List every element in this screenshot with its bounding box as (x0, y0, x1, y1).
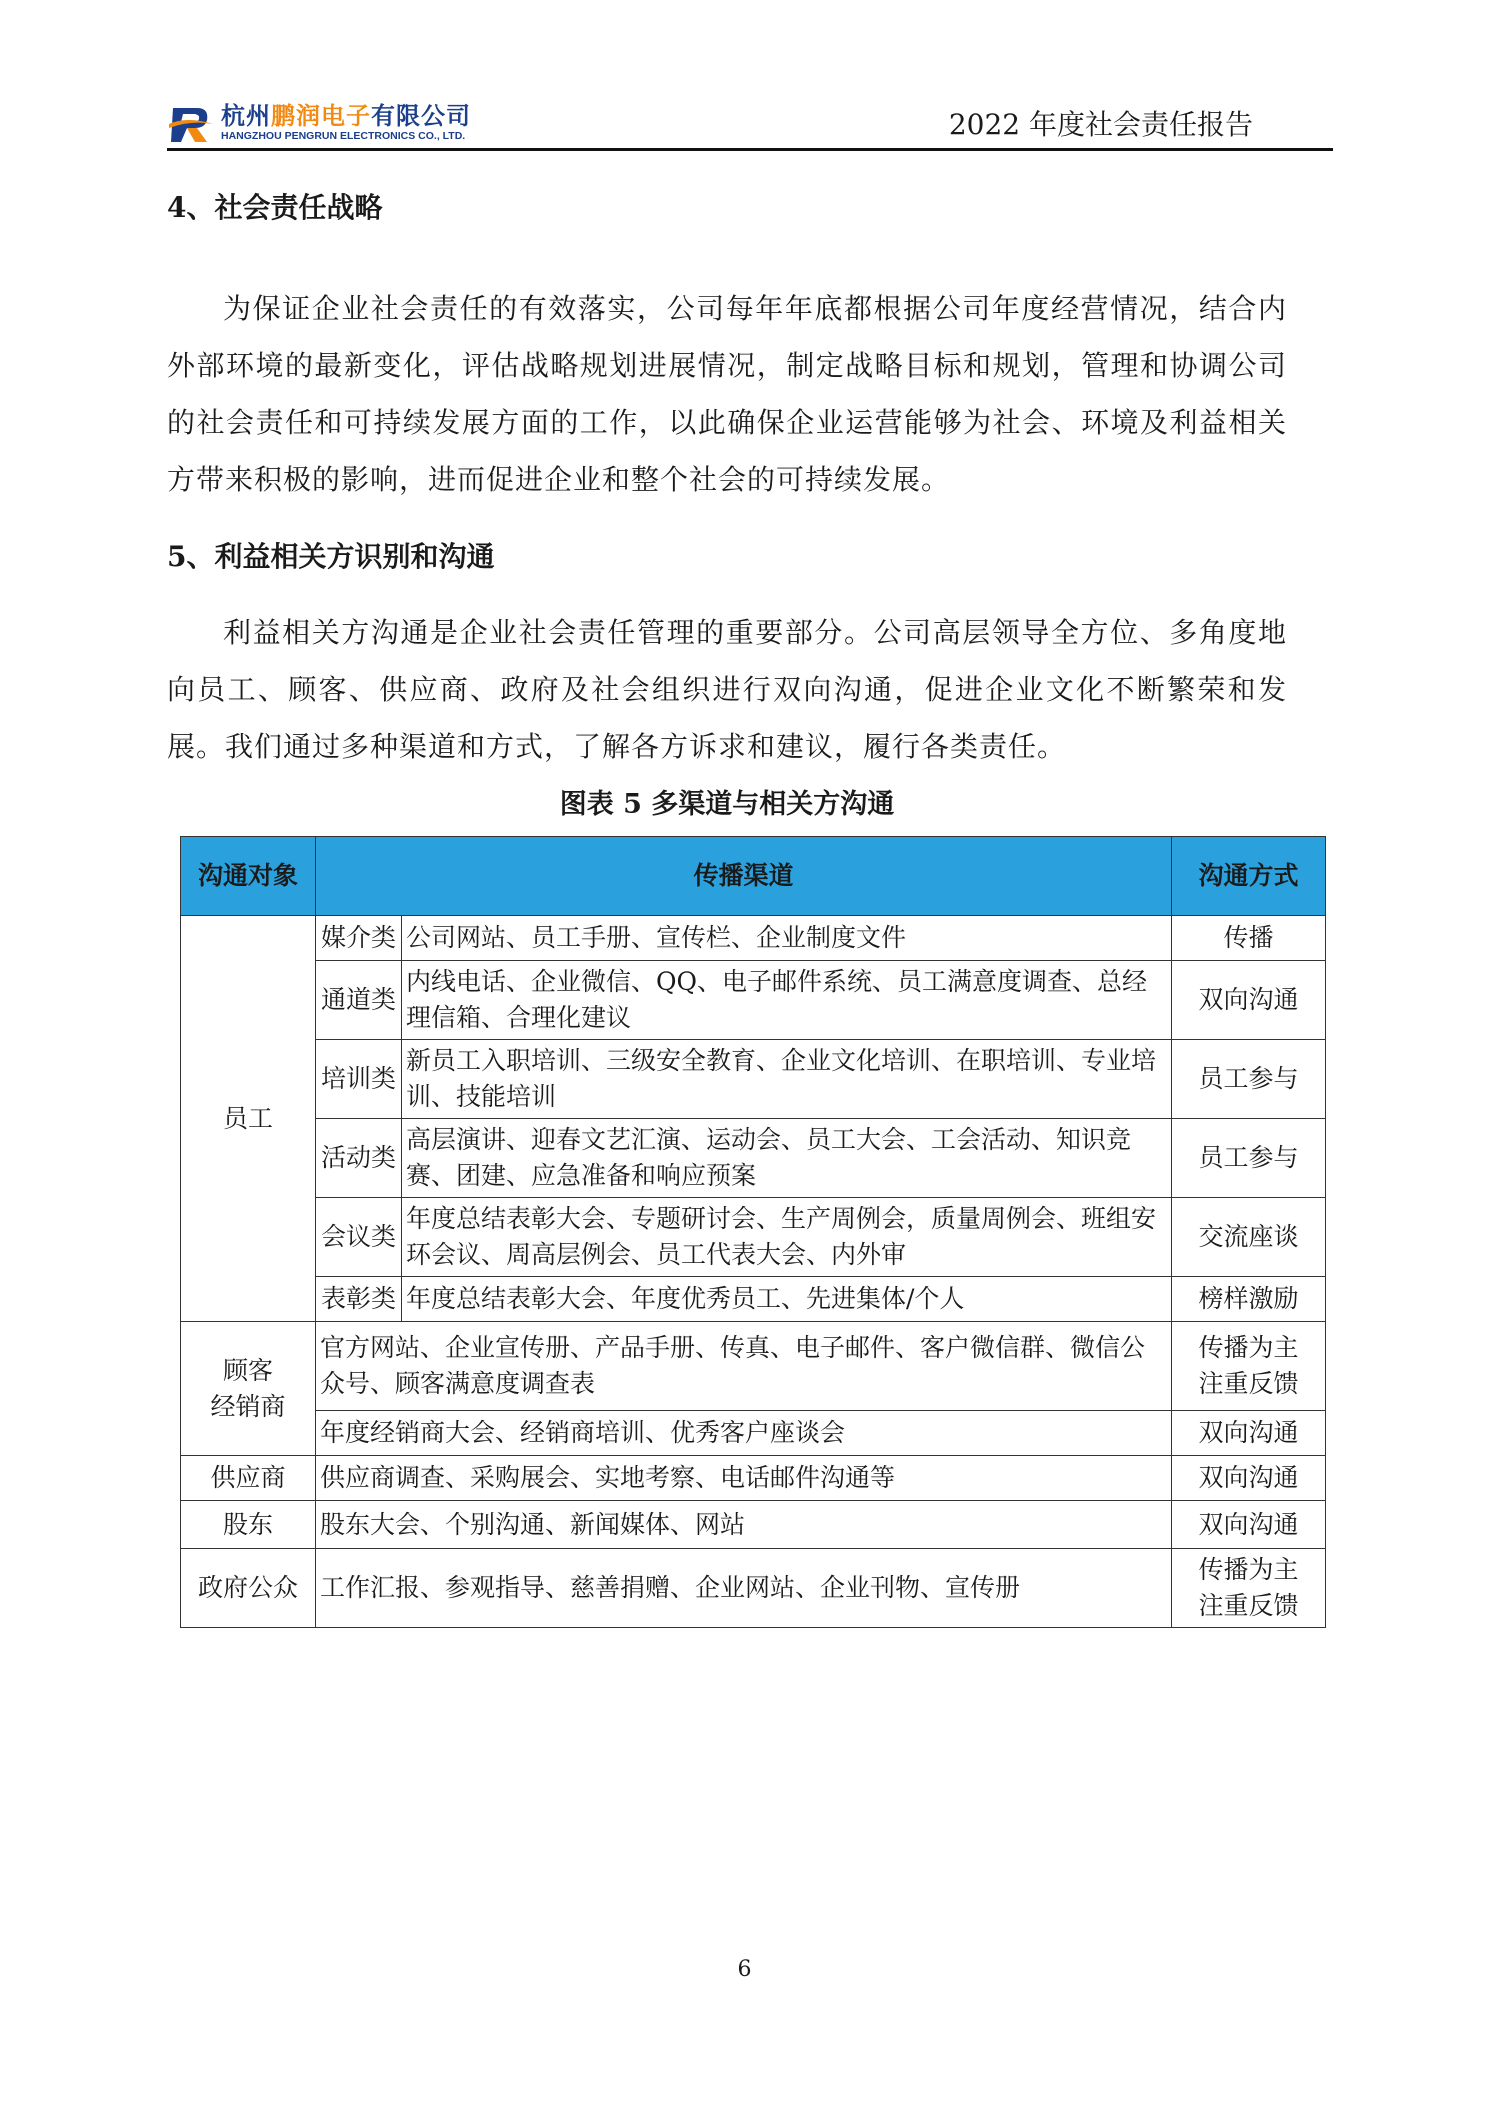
channel-cell: 内线电话、企业微信、QQ、电子邮件系统、员工满意度调查、总经理信箱、合理化建议 (402, 961, 1172, 1040)
table-row (181, 1501, 1326, 1549)
method-cell (1172, 1549, 1326, 1628)
category-cell: 通道类 (316, 961, 402, 1040)
report-title: 2022 年度社会责任报告 (948, 108, 1253, 141)
section-5-paragraph: 利益相关方沟通是企业社会责任管理的重要部分。公司高层领导全方位、多角度地向员工、顾客、供应商、政府及社会组织进行双向沟通，促进企业文化不断繁荣和发展。我们通过多种渠道和方式，了解各方诉求和建议，履行各类责任。 (167, 616, 1287, 763)
channel-cell: 年度总结表彰大会、年度优秀员工、先进集体/个人 (402, 1277, 1172, 1322)
method-cell: 员工参与 (1172, 1119, 1326, 1198)
company-name-part2: 鹏润电子 (271, 102, 371, 130)
channel-cell: 供应商调查、采购展会、实地考察、电话邮件沟通等 (316, 1456, 1172, 1501)
method-cell: 双向沟通 (1172, 1501, 1326, 1549)
category-cell: 会议类 (316, 1198, 402, 1277)
channel-cell: 官方网站、企业宣传册、产品手册、传真、电子邮件、客户微信群、微信公众号、顾客满意度调查表 (316, 1322, 1172, 1411)
table-row (181, 961, 1326, 1040)
company-name-en: HANGZHOU PENGRUN ELECTRONICS CO., LTD. (221, 130, 466, 142)
section-5-heading: 5、利益相关方识别和沟通 (167, 540, 495, 573)
category-cell: 表彰类 (316, 1277, 402, 1322)
table-header-row (181, 837, 1326, 916)
header-divider (167, 148, 1333, 151)
table-row (181, 1322, 1326, 1411)
table-row (181, 1549, 1326, 1628)
target-government: 政府公众 (181, 1549, 316, 1628)
table-row (181, 1411, 1326, 1456)
company-name-cn (221, 102, 471, 130)
page-header (167, 96, 1333, 148)
page-content (167, 188, 1287, 825)
method-cell: 员工参与 (1172, 1040, 1326, 1119)
target-supplier: 供应商 (181, 1456, 316, 1501)
company-name-part3: 有限公司 (371, 102, 471, 130)
method-cell: 榜样激励 (1172, 1277, 1326, 1322)
channel-cell: 年度总结表彰大会、专题研讨会、生产周例会，质量周例会、班组安环会议、周高层例会、员工代表大会、内外审 (402, 1198, 1172, 1277)
method-cell: 双向沟通 (1172, 1456, 1326, 1501)
target-customer-line1: 顾客 (222, 1355, 273, 1385)
target-employee: 员工 (181, 916, 316, 1322)
method-cell: 传播 (1172, 916, 1326, 961)
target-customer-line2: 经销商 (210, 1391, 286, 1421)
category-cell: 培训类 (316, 1040, 402, 1119)
header-channel: 传播渠道 (316, 837, 1172, 916)
category-cell: 媒介类 (316, 916, 402, 961)
method-cell: 双向沟通 (1172, 961, 1326, 1040)
table-row (181, 1198, 1326, 1277)
method-line2: 注重反馈 (1198, 1369, 1299, 1398)
method-line1: 传播为主 (1198, 1555, 1299, 1584)
target-shareholder: 股东 (181, 1501, 316, 1549)
table-row (181, 1040, 1326, 1119)
page-number: 6 (737, 1957, 752, 1982)
company-logo (167, 96, 471, 148)
method-line1: 传播为主 (1198, 1333, 1299, 1362)
channel-cell: 工作汇报、参观指导、慈善捐赠、企业网站、企业刊物、宣传册 (316, 1549, 1172, 1628)
method-cell: 双向沟通 (1172, 1411, 1326, 1456)
table-caption: 图表 5 多渠道与相关方沟通 (559, 789, 895, 820)
table-row (181, 1277, 1326, 1322)
section-4-paragraph: 为保证企业社会责任的有效落实，公司每年年底都根据公司年度经营情况，结合内外部环境的最新变化，评估战略规划进展情况，制定战略目标和规划，管理和协调公司的社会责任和可持续发展方面的工作，以此确保企业运营能够为社会、环境及利益相关方带来积极的影响，进而促进企业和整个社会的可持续发展。 (167, 292, 1287, 496)
table-row (181, 916, 1326, 961)
table-row (181, 1119, 1326, 1198)
company-name-part1: 杭州 (221, 102, 271, 130)
category-cell: 活动类 (316, 1119, 402, 1198)
section-4-heading: 4、社会责任战略 (167, 191, 383, 224)
target-customer (181, 1322, 316, 1456)
header-target: 沟通对象 (181, 837, 316, 916)
method-cell (1172, 1322, 1326, 1411)
channel-cell: 股东大会、个别沟通、新闻媒体、网站 (316, 1501, 1172, 1549)
header-method: 沟通方式 (1172, 837, 1326, 916)
channel-cell: 公司网站、员工手册、宣传栏、企业制度文件 (402, 916, 1172, 961)
channel-cell: 新员工入职培训、三级安全教育、企业文化培训、在职培训、专业培训、技能培训 (402, 1040, 1172, 1119)
method-cell: 交流座谈 (1172, 1198, 1326, 1277)
method-line2: 注重反馈 (1198, 1591, 1299, 1620)
company-logo-icon (167, 98, 215, 146)
communication-table (180, 836, 1326, 1628)
table-row (181, 1456, 1326, 1501)
channel-cell: 高层演讲、迎春文艺汇演、运动会、员工大会、工会活动、知识竞赛、团建、应急准备和响应预案 (402, 1119, 1172, 1198)
channel-cell: 年度经销商大会、经销商培训、优秀客户座谈会 (316, 1411, 1172, 1456)
